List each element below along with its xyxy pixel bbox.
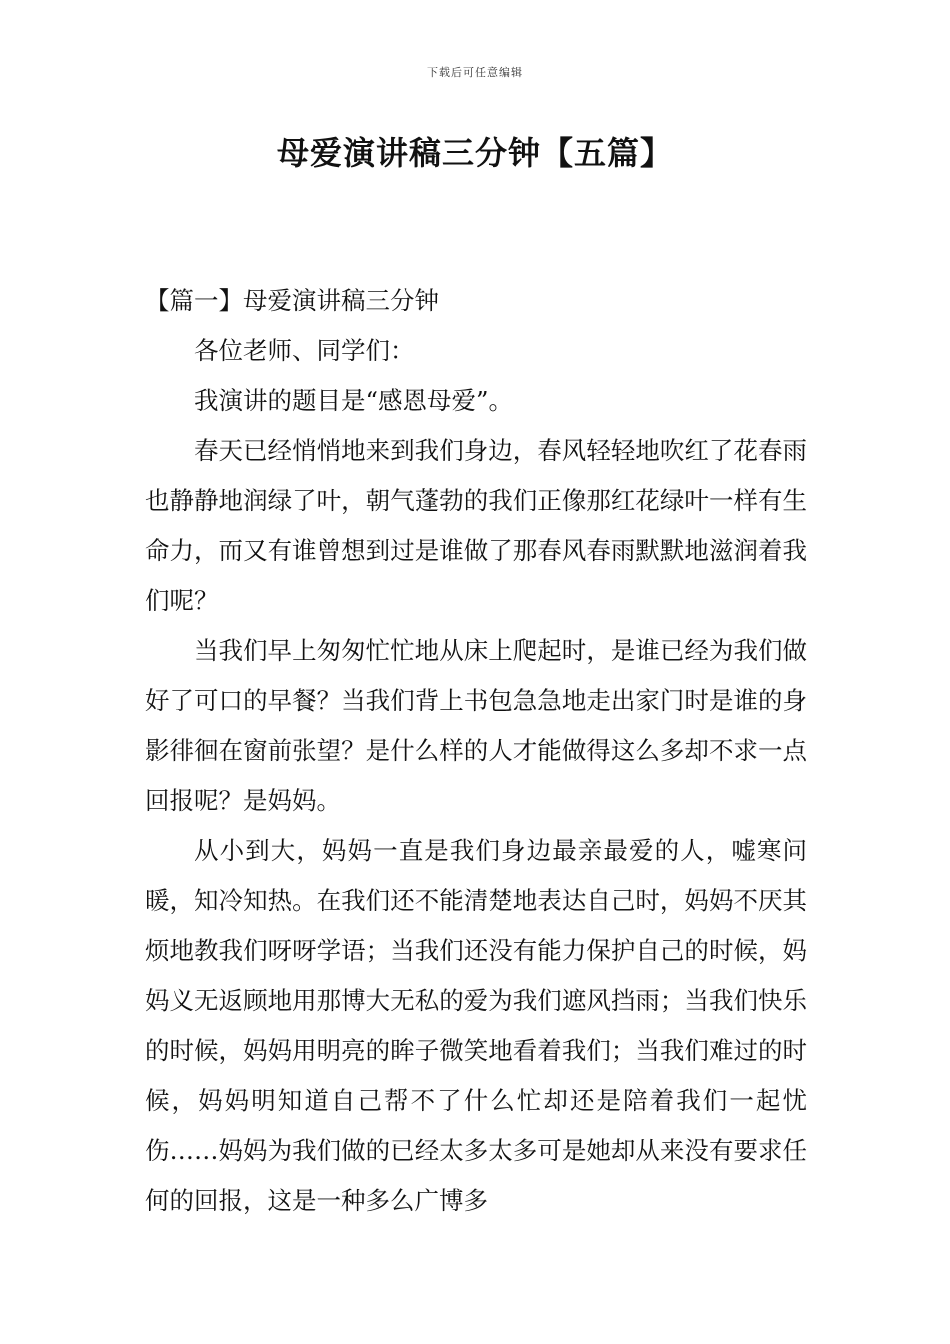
paragraph-topic: 我演讲的题目是“感恩母爱”。 — [194, 386, 514, 415]
section-heading: 【篇一】母爱演讲稿三分钟 — [145, 286, 439, 315]
paragraph: 当我们早上匆匆忙忙地从床上爬起时，是谁已经为我们做好了可口的早餐？当我们背上书包急急地走出家门时是谁的身影徘徊在窗前张望？是什么样的人才能做得这么多却不求一点回报呢？是妈妈。 — [145, 636, 807, 815]
paragraph: 春天已经悄悄地来到我们身边，春风轻轻地吹红了花春雨也静静地润绿了叶，朝气蓬勃的我们正像那红花绿叶一样有生命力，而又有谁曾想到过是谁做了那春风春雨默默地滋润着我们呢？ — [145, 436, 807, 615]
paragraph-greeting: 各位老师、同学们： — [194, 336, 415, 365]
document-body — [145, 276, 807, 1226]
paragraph: 从小到大，妈妈一直是我们身边最亲最爱的人，嘘寒问暖，知冷知热。在我们还不能清楚地表达自己时，妈妈不厌其烦地教我们呀呀学语；当我们还没有能力保护自己的时候，妈妈义无返顾地用那博大无私的爱为我们遮风挡雨；当我们快乐的时候，妈妈用明亮的眸子微笑地看着我们；当我们难过的时候，妈妈明知道自己帮不了什么忙却还是陪着我们一起忧伤……妈妈为我们做的已经太多太多可是她却从来没有要求任何的回报，这是一种多么广博多 — [145, 836, 807, 1215]
page-title: 母爱演讲稿三分钟【五篇】 — [276, 134, 673, 172]
header-note: 下载后可任意编辑 — [427, 66, 523, 79]
